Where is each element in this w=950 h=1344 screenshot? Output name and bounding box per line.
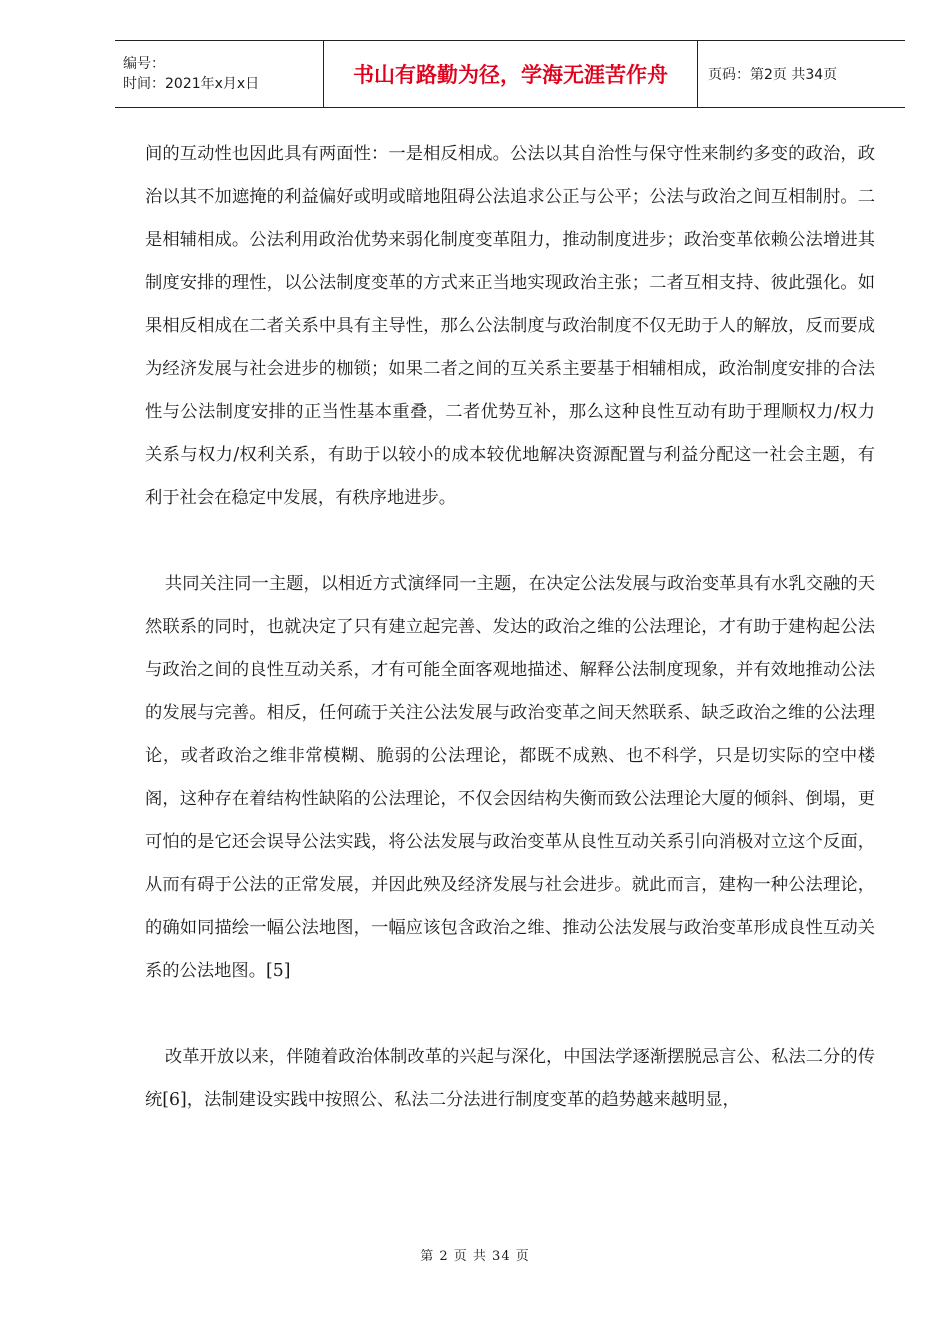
- page-footer: 第 2 页 共 34 页: [420, 1249, 530, 1264]
- document-header: [115, 40, 905, 108]
- paragraph-spacer: [145, 993, 875, 1036]
- paragraph-2: 共同关注同一主题，以相近方式演绎同一主题，在决定公法发展与政治变革具有水乳交融的天然联系的同时，也就决定了只有建立起完善、发达的政治之维的公法理论，才有助于建构起公法与政治之间的良性互动关系，才有可能全面客观地描述、解释公法制度现象，并有效地推动公法的发展与完善。相反，任何疏于关注公法发展与政治变革之间天然联系、缺乏政治之维的公法理论，或者政治之维非常模糊、脆弱的公法理论，都既不成熟、也不科学，只是切实际的空中楼阁，这种存在着结构性缺陷的公法理论，不仅会因结构失衡而致公法理论大厦的倾斜、倒塌，更可怕的是它还会误导公法实践，将公法发展与政治变革从良性互动关系引向消极对立这个反面，从而有碍于公法的正常发展，并因此殃及经济发展与社会进步。就此而言，建构一种公法理论，的确如同描绘一幅公法地图，一幅应该包含政治之维、推动公法发展与政治变革形成良性互动关系的公法地图。[5]: [145, 574, 875, 981]
- paragraph-3: 改革开放以来，伴随着政治体制改革的兴起与深化，中国法学逐渐摆脱忌言公、私法二分的传统[6]，法制建设实践中按照公、私法二分法进行制度变革的趋势越来越明显，: [145, 1047, 875, 1110]
- paragraph-1: 间的互动性也因此具有两面性：一是相反相成。公法以其自治性与保守性来制约多变的政治，政治以其不加遮掩的利益偏好或明或暗地阻碍公法追求公正与公平；公法与政治之间互相制肘。二是相辅相成。公法利用政治优势来弱化制度变革阻力，推动制度进步；政治变革依赖公法增进其制度安排的理性，以公法制度变革的方式来正当地实现政治主张；二者互相支持、彼此强化。如果相反相成在二者关系中具有主导性，那么公法制度与政治制度不仅无助于人的解放，反而要成为经济发展与社会进步的枷锁；如果二者之间的互关系主要基于相辅相成，政治制度安排的合法性与公法制度安排的正当性基本重叠，二者优势互补，那么这种良性互动有助于理顺权力/权力关系与权力/权利关系，有助于以较小的成本较优地解决资源配置与利益分配这一社会主题，有利于社会在稳定中发展，有秩序地进步。: [145, 144, 875, 508]
- serial-label: 编号：: [123, 56, 165, 72]
- header-motto: 书山有路勤为径，学海无涯苦作舟: [324, 41, 698, 108]
- document-body: [145, 133, 875, 1122]
- paragraph-spacer: [145, 520, 875, 563]
- header-page-label: 页码：第2页 共34页: [698, 41, 906, 108]
- time-label: 时间：2021年x月x日: [123, 76, 260, 92]
- header-meta: [115, 41, 324, 108]
